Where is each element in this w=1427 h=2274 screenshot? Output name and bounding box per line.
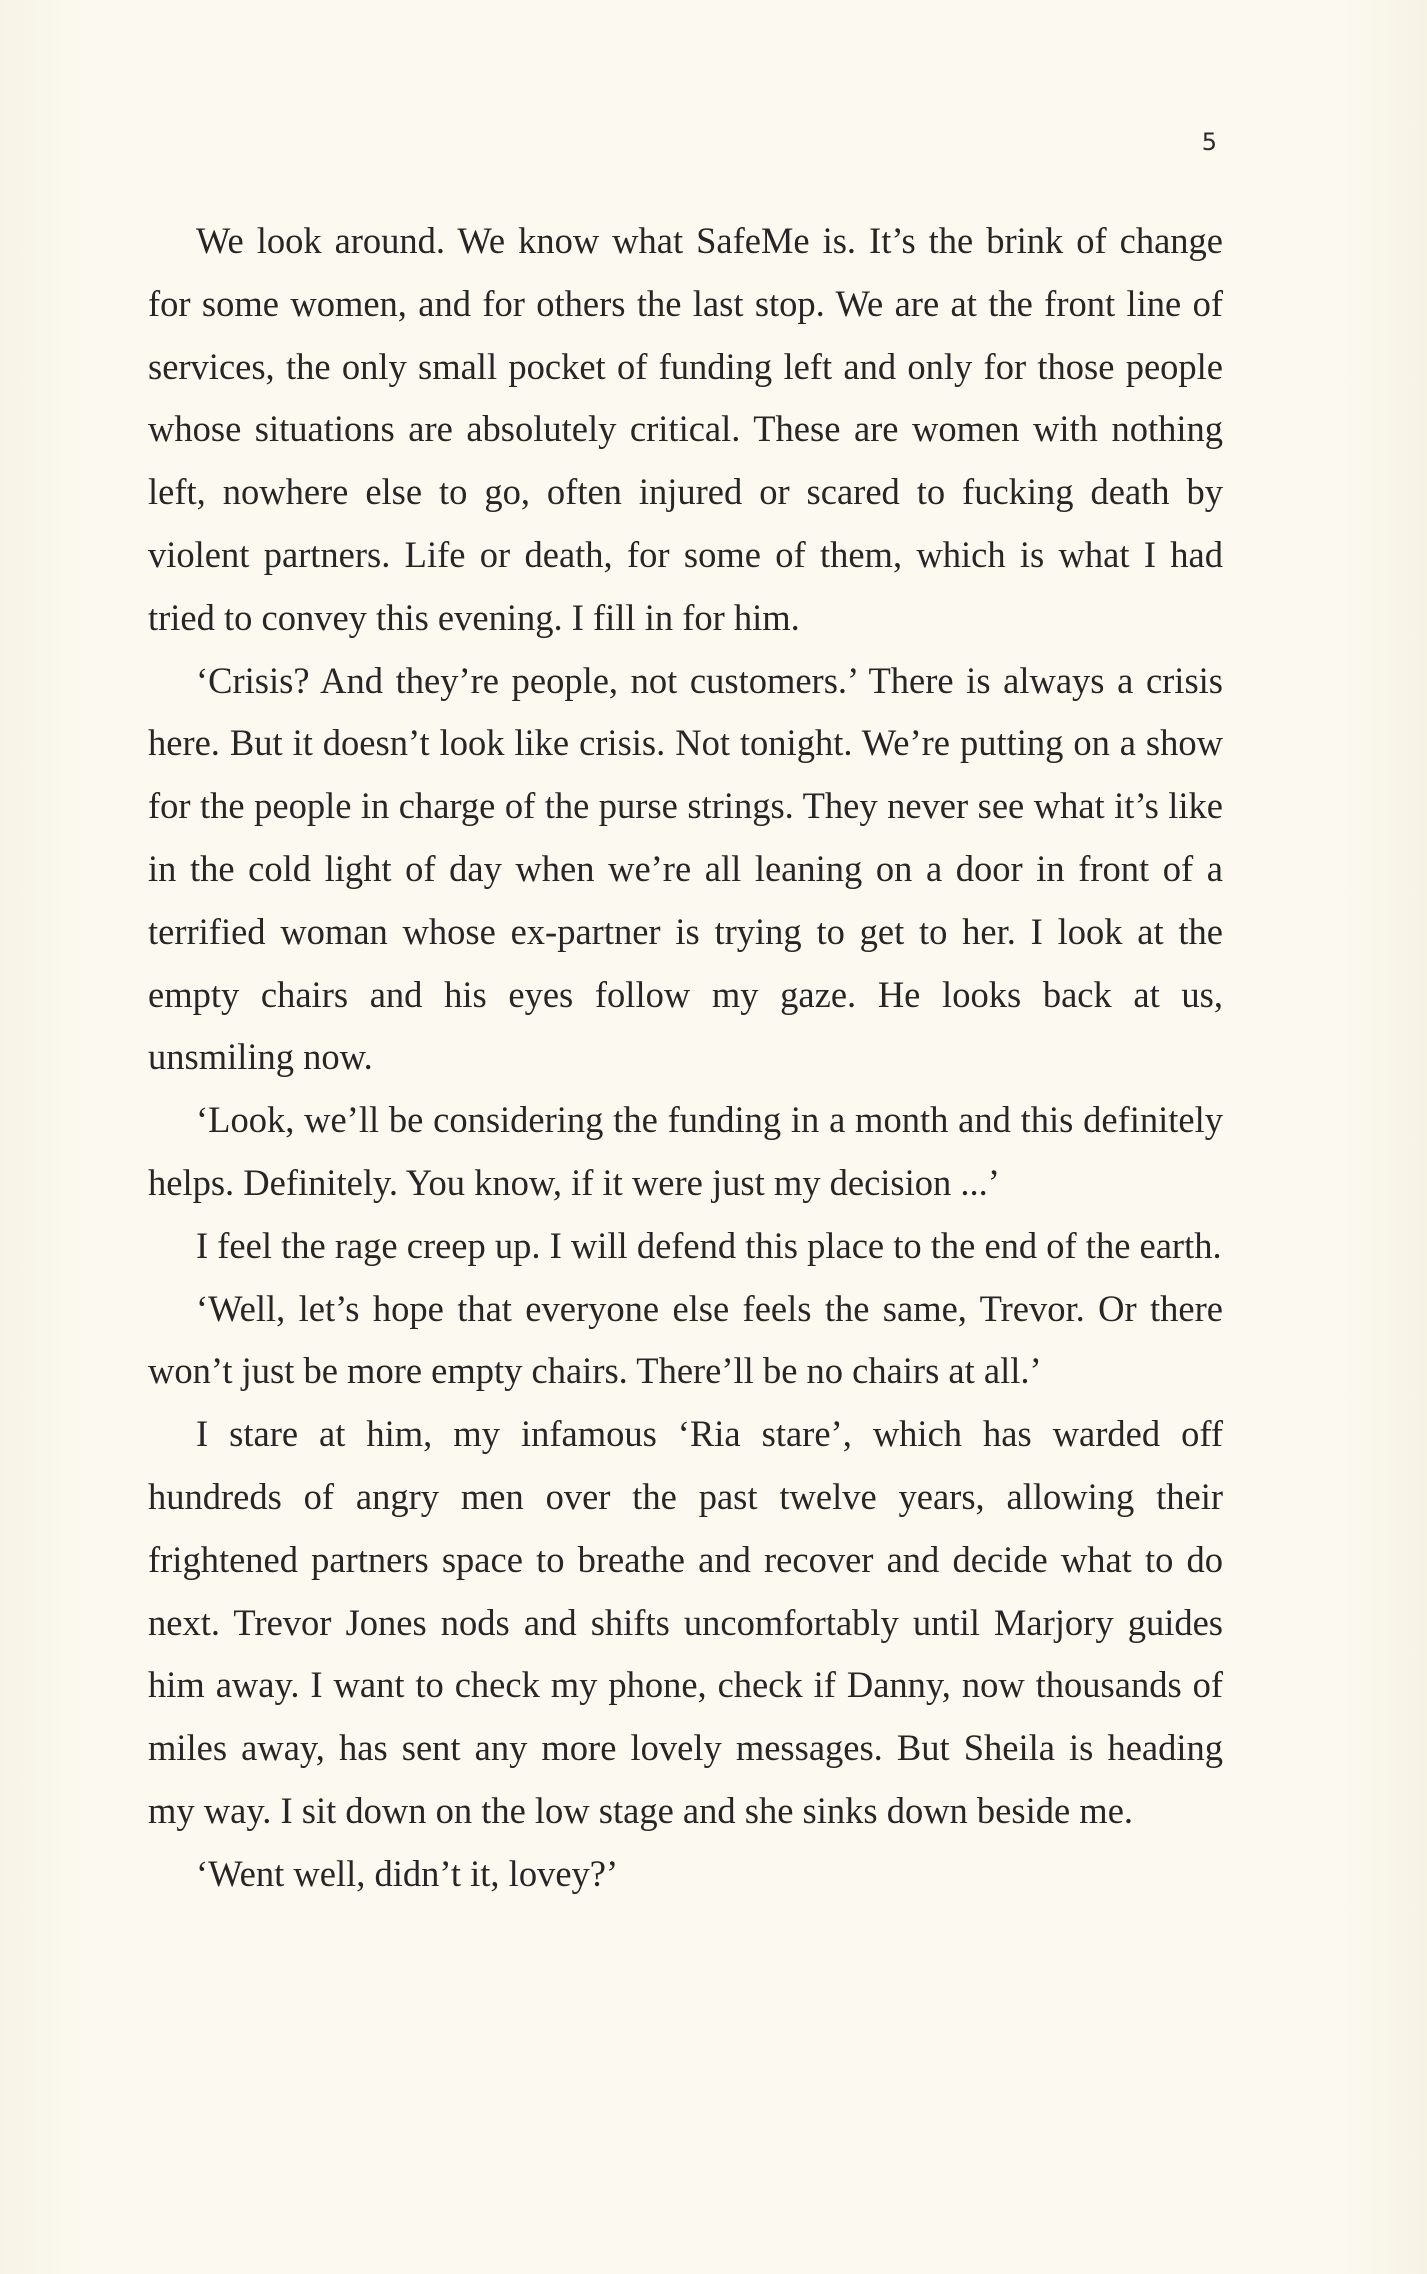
paragraph: I feel the rage creep up. I will defend this place to the end of the earth.	[196, 1224, 1222, 1266]
paragraph: I stare at him, my infamous ‘Ria stare’, which has warded off hundreds of angry men over the past twelve years, allowing their frightened partners space to breathe and recover and decide what to do next. Trevor Jones nods and shifts uncomfortably until Marjory guides him away. I want to check my phone, check if Danny, now thousands of miles away, has sent any more lovely messages. But Sheila is heading my way. I sit down on the low stage and she sinks down beside me.	[148, 1413, 1223, 1831]
paragraph: ‘Well, let’s hope that everyone else feels the same, Trevor. Or there won’t just be more empty chairs. There’ll be no chairs at all.’	[148, 1287, 1223, 1392]
paragraph: ‘Crisis? And they’re people, not customers.’ There is always a crisis here. But it doesn’t look like crisis. Not tonight. We’re putting on a show for the people in charge of the purse strings. They never see what it’s like in the cold light of day when we’re all leaning on a door in front of a terrified woman whose ex-partner is trying to get to her. I look at the empty chairs and his eyes follow my gaze. He looks back at us, unsmiling now.	[148, 659, 1223, 1078]
paragraph: ‘Went well, didn’t it, lovey?’	[196, 1852, 619, 1894]
paragraph: ‘Look, we’ll be considering the funding in a month and this definitely helps. Definitely. You know, if it were just my decision ...’	[148, 1099, 1223, 1203]
body-text	[148, 210, 1223, 1906]
page-number: 5	[1201, 128, 1217, 156]
paragraph: We look around. We know what SafeMe is. It’s the brink of change for some women, and for others the last stop. We are at the front line of services, the only small pocket of funding left and only for those people whose situations are absolutely critical. These are women with nothing left, nowhere else to go, often injured or scared to fucking death by violent partners. Life or death, for some of them, which is what I had tried to convey this evening. I fill in for him.	[148, 220, 1223, 638]
